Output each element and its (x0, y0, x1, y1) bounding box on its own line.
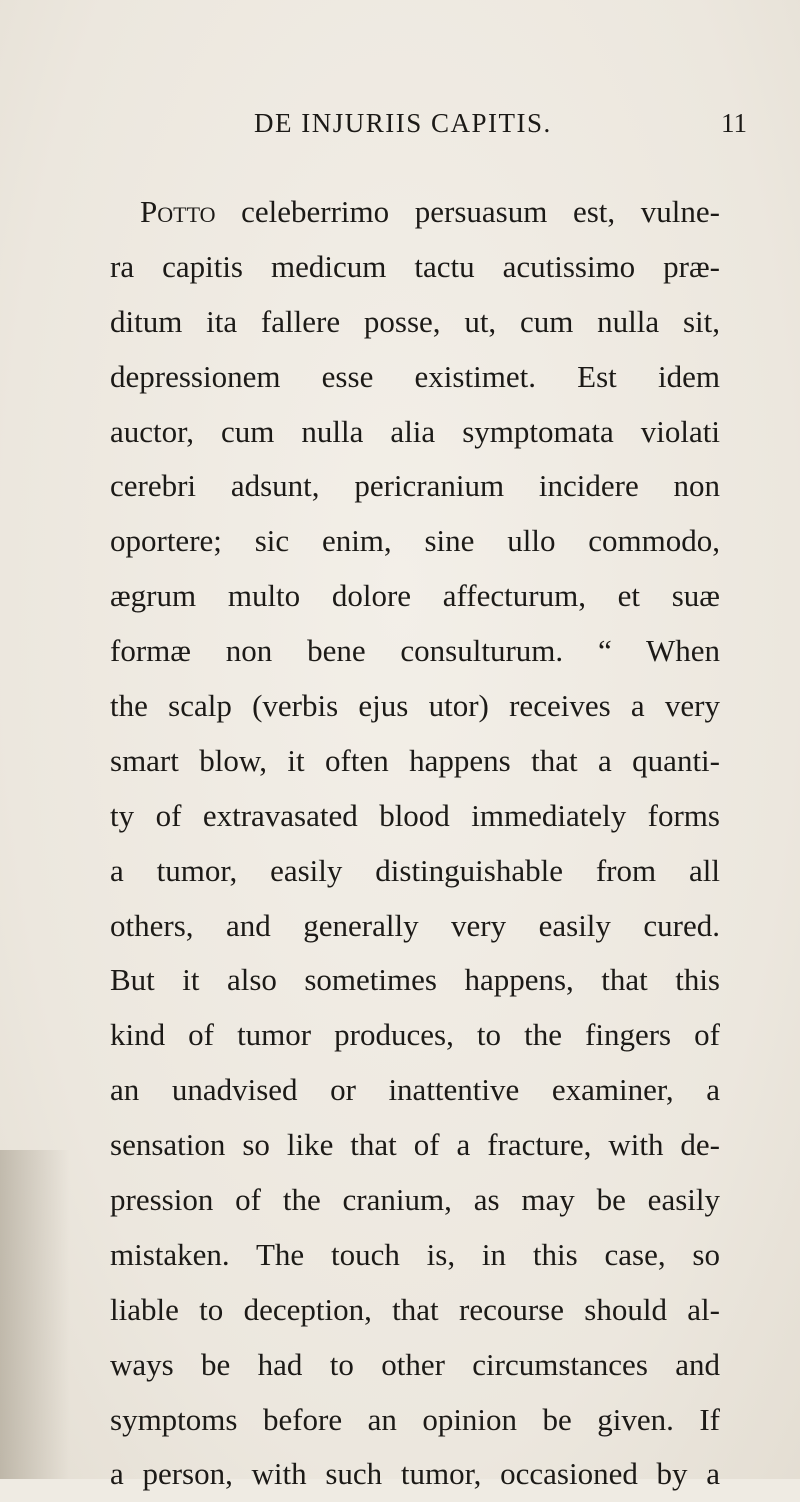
first-word-smallcaps: otto (157, 194, 216, 229)
text-line: formæ non bene consulturum. “ When (110, 633, 720, 669)
running-head (0, 108, 800, 152)
first-word-initial: P (140, 194, 158, 229)
text-line: an unadvised or inattentive examiner, a (110, 1072, 720, 1108)
text-line: sensation so like that of a fracture, with de- (110, 1127, 720, 1163)
text-line: a tumor, easily distinguishable from all (110, 852, 720, 888)
text-line: the scalp (verbis ejus utor) receives a very (110, 688, 720, 724)
text-line: pression of the cranium, as may be easily (110, 1182, 720, 1218)
text-line: ægrum multo dolore affecturum, et suæ (110, 578, 720, 614)
text-line: mistaken. The touch is, in this case, so (110, 1236, 720, 1272)
text-line: oportere; sic enim, sine ullo commodo, (110, 523, 720, 559)
text-line: auctor, cum nulla alia symptomata violati (110, 413, 720, 449)
text-line-content: celeberrimo persuasum est, vulne- (215, 194, 720, 229)
text-line: liable to deception, that recourse should al- (110, 1291, 720, 1327)
body-text (110, 185, 720, 1502)
text-line: depressionem esse existimet. Est idem (110, 358, 720, 394)
text-line: ditum ita fallere posse, ut, cum nulla sit, (110, 303, 720, 339)
text-line: ra capitis medicum tactu acutissimo præ- (110, 248, 720, 284)
text-line: kind of tumor produces, to the fingers of (110, 1017, 720, 1053)
text-line: But it also sometimes happens, that this (110, 962, 720, 998)
page-number: 11 (721, 108, 747, 138)
text-line: others, and generally very easily cured. (110, 907, 720, 943)
text-line: ways be had to other circumstances and (110, 1346, 720, 1382)
text-line: smart blow, it often happens that a quanti- (110, 742, 720, 778)
text-line: ty of extravasated blood immediately forms (110, 797, 720, 833)
text-line (110, 185, 720, 240)
page-edge-shadow (0, 1150, 70, 1479)
text-line: symptoms before an opinion be given. If (110, 1401, 720, 1437)
running-head-title: DE INJURIIS CAPITIS. (254, 108, 552, 138)
text-line: a person, with such tumor, occasioned by a (110, 1456, 720, 1492)
text-line: cerebri adsunt, pericranium incidere non (110, 468, 720, 504)
